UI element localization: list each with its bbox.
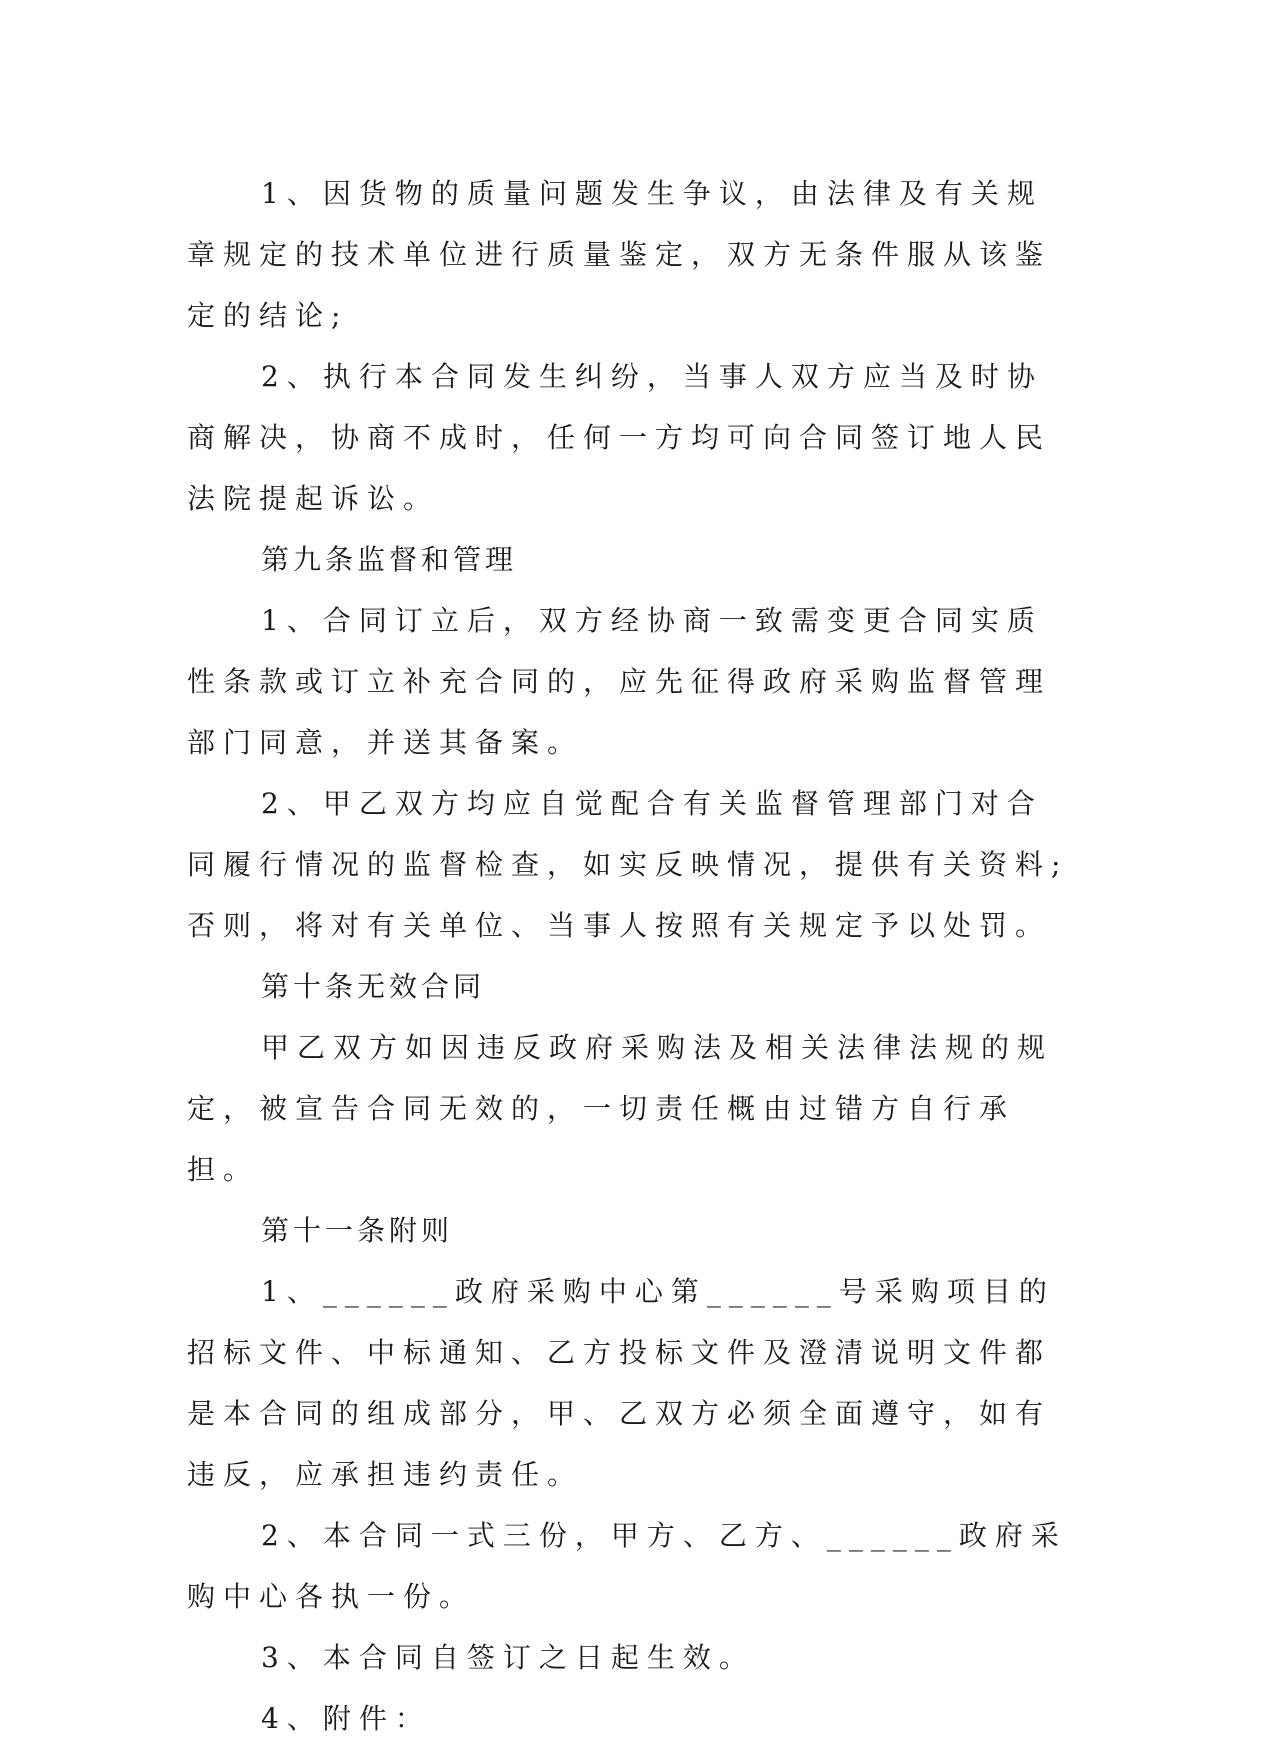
clause-10-text: 甲乙双方如因违反政府采购法及相关法律法规的规定，被宣告合同无效的，一切责任概由过错方自行承担。 <box>187 1031 1054 1186</box>
clause-11-heading: 第十一条附则 <box>261 1214 454 1247</box>
clause-11-item-4: 4、附件： <box>261 1702 431 1735</box>
clause-11-item-2: 2、本合同一式三份，甲方、乙方、______政府采购中心各执一份。 <box>187 1519 1067 1613</box>
clause-9-item-2: 2、甲乙双方均应自觉配合有关监督管理部门对合同履行情况的监督检查，如实反映情况，提供有关资料;否则，将对有关单位、当事人按照有关规定予以处罚。 <box>187 787 1069 942</box>
clause-11-item-1: 1、______政府采购中心第______号采购项目的招标文件、中标通知、乙方投标文件及澄清说明文件都是本合同的组成部分，甲、乙双方必须全面遵守，如有违反，应承担违约责任。 <box>187 1275 1055 1491</box>
clause-9-item-1: 1、合同订立后，双方经协商一致需变更合同实质性条款或订立补充合同的，应先征得政府采购监督管理部门同意，并送其备案。 <box>187 604 1052 759</box>
document-body <box>187 163 1077 1749</box>
clause-11-item-3: 3、本合同自签订之日起生效。 <box>261 1641 755 1674</box>
clause-8-item-1: 1、因货物的质量问题发生争议，由法律及有关规章规定的技术单位进行质量鉴定，双方无条件服从该鉴定的结论; <box>187 177 1052 332</box>
clause-10-heading: 第十条无效合同 <box>261 970 486 1003</box>
clause-9-heading: 第九条监督和管理 <box>261 543 518 576</box>
clause-8-item-2: 2、执行本合同发生纠纷，当事人双方应当及时协商解决，协商不成时，任何一方均可向合同签订地人民法院提起诉讼。 <box>187 360 1052 515</box>
